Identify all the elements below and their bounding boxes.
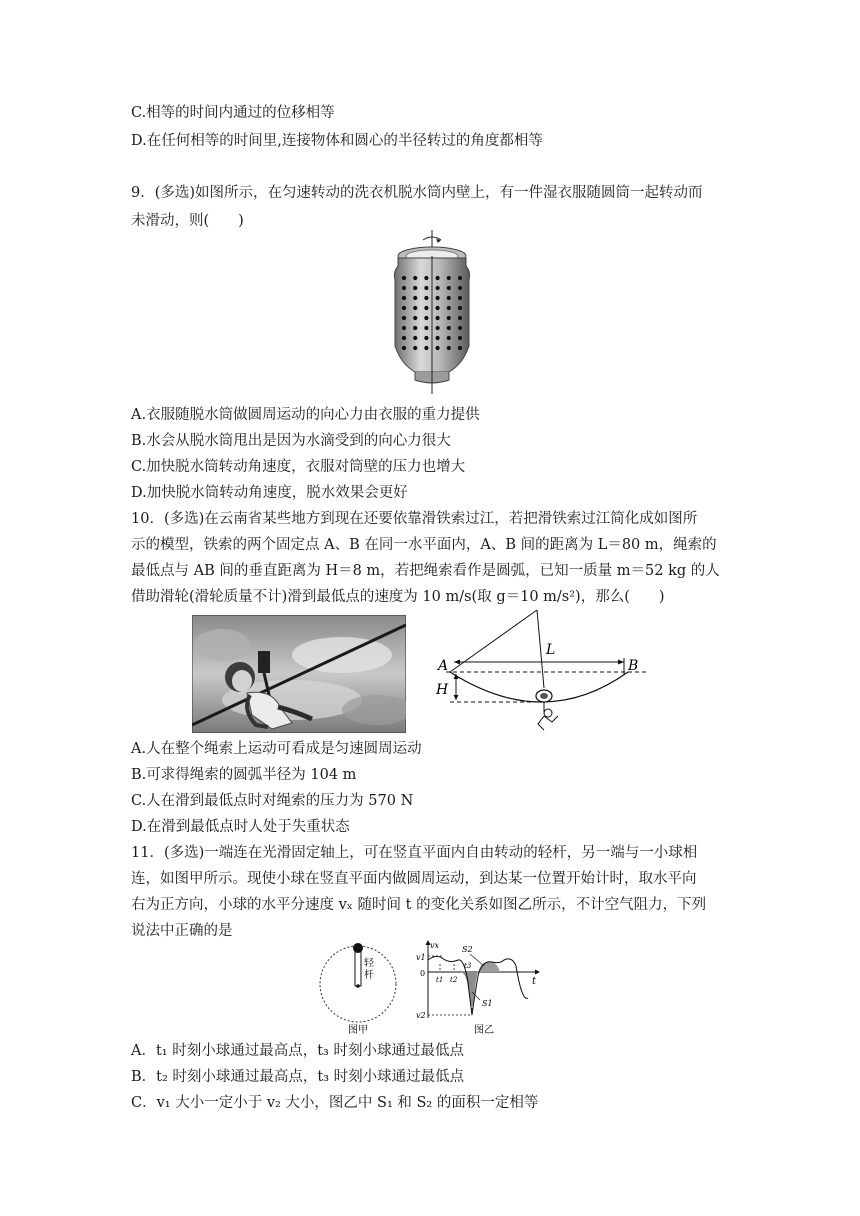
q11-stem-line-2: 连，如图甲所示。现使小球在竖直平面内做圆周运动，到达某一位置开始计时，取水平向 [131, 871, 697, 887]
drum-hole [413, 346, 417, 350]
axis-t-label: t [532, 976, 537, 987]
drum-hole [447, 346, 451, 350]
label-B: B [628, 658, 639, 674]
drum-hole [447, 286, 451, 290]
rod-label-2: 杆 [364, 970, 374, 981]
drum-hole [402, 286, 406, 290]
rod-label-1: 轻 [364, 958, 374, 969]
drum-hole [436, 276, 440, 280]
t3-label: t3 [464, 962, 472, 970]
drum-hole [402, 326, 406, 330]
drum-hole [458, 286, 462, 290]
drum-hole [436, 336, 440, 340]
drum-hole [424, 276, 428, 280]
q11-stem-line-4: 说法中正确的是 [131, 923, 233, 939]
q11-stem-line-1: 11．(多选)一端连在光滑固定轴上，可在竖直平面内自由转动的轻杆，另一端与一小球相 [131, 845, 698, 861]
q9-option-b: B.水会从脱水筒甩出是因为水滴受到的向心力很大 [131, 433, 451, 449]
axis-vx-label: vx [430, 941, 440, 950]
spin-dryer-drum-figure [385, 228, 479, 396]
v1-label: v1 [416, 953, 426, 962]
drum-hole [436, 296, 440, 300]
drum-hole [458, 296, 462, 300]
drum-hole [458, 316, 462, 320]
drum-hole [402, 316, 406, 320]
label-A: A [438, 658, 449, 674]
drum-hole [458, 346, 462, 350]
q10-option-d: D.在滑到最低点时人处于失重状态 [131, 819, 350, 835]
q10-option-c: C.人在滑到最低点时对绳索的压力为 570 N [131, 793, 414, 809]
q10-option-b: B.可求得绳索的圆弧半径为 104 m [131, 767, 357, 783]
drum-hole [447, 276, 451, 280]
drum-hole [436, 316, 440, 320]
drum-hole [447, 336, 451, 340]
q9-option-c: C.加快脱水筒转动角速度，衣服对筒壁的压力也增大 [131, 459, 466, 475]
drum-hole [458, 306, 462, 310]
q8-option-c: C.相等的时间内通过的位移相等 [131, 105, 335, 121]
caption-figure-a: 图甲 [348, 1025, 368, 1036]
cable-model-diagram [432, 608, 654, 736]
drum-hole [424, 346, 428, 350]
q9-option-d: D.加快脱水筒转动角速度，脱水效果会更好 [131, 485, 408, 501]
figure-b-vx-t-graph [412, 938, 544, 1036]
t1-label: t1 [436, 976, 444, 984]
q11-stem-line-3: 右为正方向，小球的水平分速度 vₓ 随时间 t 的变化关系如图乙所示，不计空气阻力，下列 [131, 897, 707, 913]
drum-hole [402, 336, 406, 340]
q9-stem-line-2: 未滑动，则( ) [131, 213, 244, 229]
drum-hole [436, 346, 440, 350]
q10-stem-line-4: 借助滑轮(滑轮质量不计)滑到最低点的速度为 10 m/s(取 g＝10 m/s²)，那么( ) [131, 589, 665, 605]
drum-hole [402, 346, 406, 350]
q11-option-b: B．t₂ 时刻小球通过最高点，t₃ 时刻小球通过最低点 [131, 1069, 465, 1085]
drum-hole [424, 306, 428, 310]
drum-hole [458, 326, 462, 330]
zipline-photo [192, 615, 406, 733]
q9-option-a: A.衣服随脱水筒做圆周运动的向心力由衣服的重力提供 [131, 407, 480, 423]
drum-hole [458, 336, 462, 340]
drum-hole [413, 316, 417, 320]
q8-option-d: D.在任何相等的时间里,连接物体和圆心的半径转过的角度都相等 [131, 133, 543, 149]
drum-hole [436, 286, 440, 290]
drum-hole [413, 296, 417, 300]
caption-figure-b: 图乙 [474, 1025, 494, 1036]
q10-stem-line-3: 最低点与 AB 间的垂直距离为 H＝8 m，若把绳索看作是圆弧，已知一质量 m＝52 kg 的人 [131, 563, 720, 579]
drum-hole [447, 326, 451, 330]
drum-hole [458, 276, 462, 280]
drum-hole [402, 306, 406, 310]
drum-hole [424, 286, 428, 290]
t2-label: t2 [450, 976, 458, 984]
drum-hole [447, 296, 451, 300]
figure-a-rod-circle [314, 940, 406, 1036]
q9-stem-line-1: 9．(多选)如图所示，在匀速转动的洗衣机脱水筒内壁上，有一件湿衣服随圆筒一起转动而 [131, 185, 703, 201]
drum-hole [413, 276, 417, 280]
q10-option-a: A.人在整个绳索上运动可看成是匀速圆周运动 [131, 741, 422, 757]
q11-option-a: A．t₁ 时刻小球通过最高点，t₃ 时刻小球通过最低点 [131, 1043, 464, 1059]
q10-stem-line-1: 10．(多选)在云南省某些地方到现在还要依靠滑铁索过江，若把滑铁索过江简化成如图所 [131, 511, 698, 527]
drum-hole [402, 276, 406, 280]
drum-hole [424, 336, 428, 340]
drum-hole [447, 316, 451, 320]
drum-hole [402, 296, 406, 300]
drum-hole [413, 286, 417, 290]
drum-hole [413, 306, 417, 310]
origin-label: 0 [420, 969, 426, 978]
drum-hole [413, 326, 417, 330]
drum-hole [424, 296, 428, 300]
q10-stem-line-2: 示的模型，铁索的两个固定点 A、B 在同一水平面内，A、B 间的距离为 L＝80 m，绳索的 [131, 537, 717, 553]
drum-hole [436, 326, 440, 330]
label-L: L [546, 642, 556, 658]
drum-hole [436, 306, 440, 310]
q11-option-c: C．v₁ 大小一定小于 v₂ 大小，图乙中 S₁ 和 S₂ 的面积一定相等 [131, 1095, 539, 1111]
label-H: H [436, 682, 449, 698]
S1-label: S1 [482, 999, 493, 1008]
v2-label: v2 [416, 1011, 426, 1020]
drum-hole [413, 336, 417, 340]
S2-label: S2 [462, 945, 473, 954]
drum-hole [424, 316, 428, 320]
drum-hole [424, 326, 428, 330]
drum-hole [447, 306, 451, 310]
